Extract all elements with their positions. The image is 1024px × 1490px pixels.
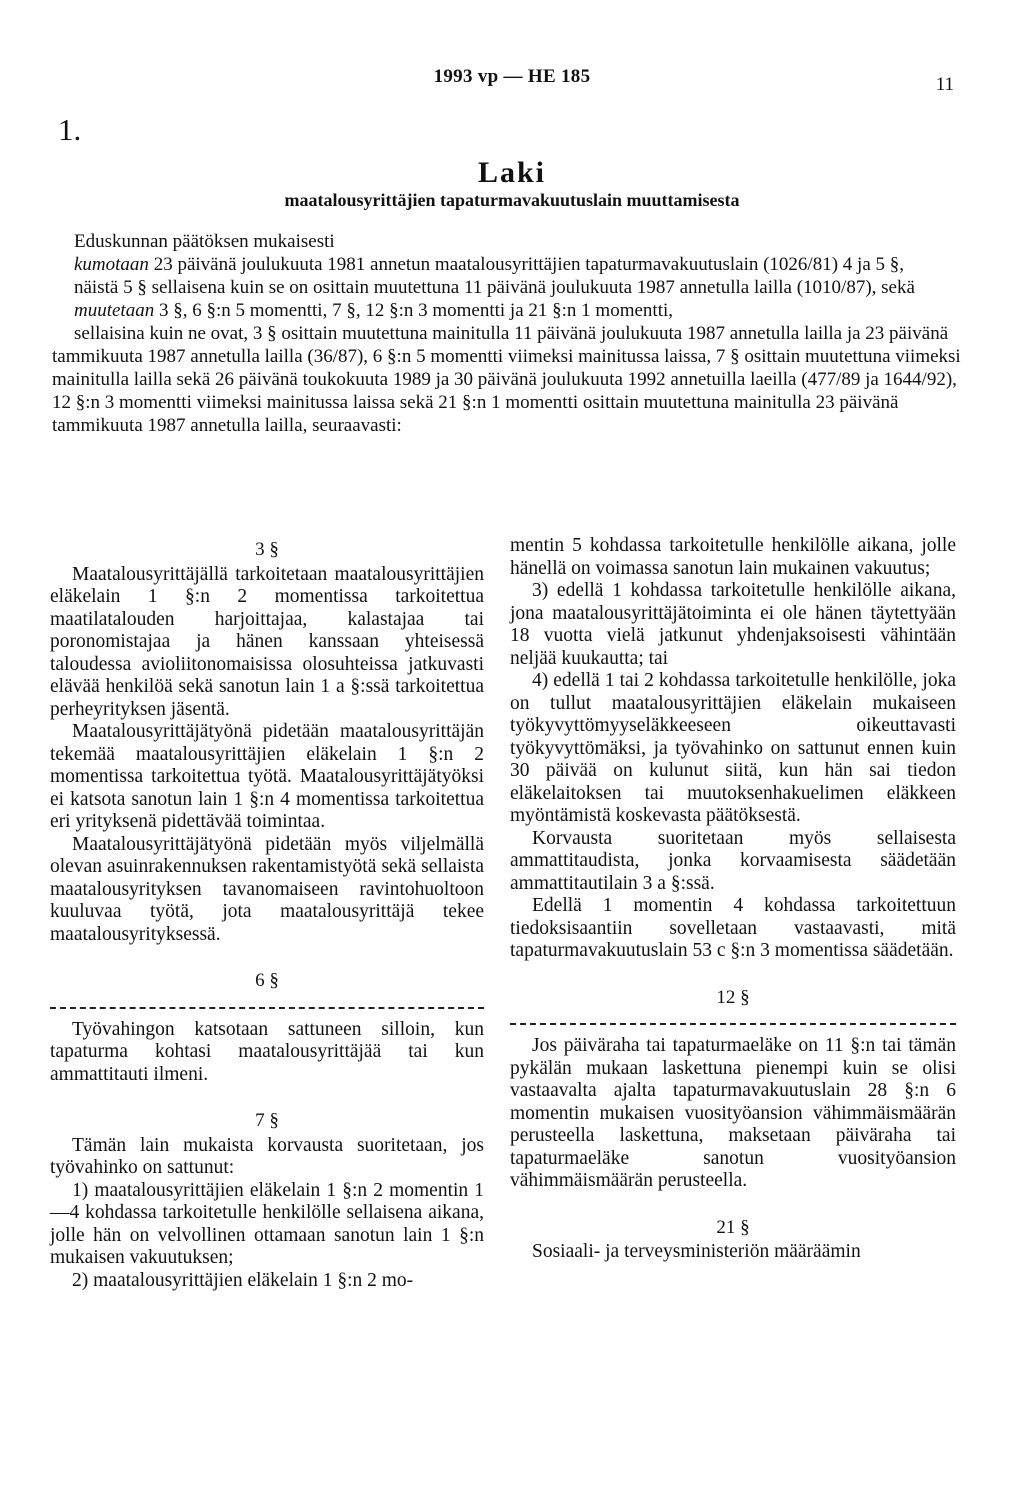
intro-line-5: sellaisina kuin ne ovat, 3 § osittain muutettuna mainitulla 11 päivänä joulukuuta 1987 annetulla lailla ja 23 päivänä tammikuuta 1987 annetulla lailla (36/87), 6 §:n 5 momentti viimeksi mainitussa laissa, 7 § osittain muutettuna viimeksi mainitulla lailla sekä 26 päivänä toukokuuta 1989 ja 30 päivänä joulukuuta 1992 annetuilla laeilla (477/89 ja 1644/92), 12 §:n 3 momentti viimeksi mainitussa laissa sekä 21 §:n 1 momentti osittain muutettuna mainitulla 23 päivänä tammikuuta 1987 annetulla lailla, seuraavasti: [52, 323, 961, 436]
section-7-item-3: 3) edellä 1 kohdassa tarkoitetulle henkilölle aikana, jona maatalousyrittäjätoiminta ei ole hänen täytettyään 18 vuotta vielä jatkunut yhdenjaksoisesti vähintään neljää kuukautta; tai [510, 580, 956, 669]
intro-keyword-muutetaan: muutetaan [74, 300, 155, 321]
intro-line-2-text: 23 päivänä joulukuuta 1981 annetun maatalousyrittäjien tapaturmavakuutuslain (1026/81) 4 ja 5 §, [148, 254, 905, 275]
section-6-paragraph-1: Työvahingon katsotaan sattuneen silloin, kun tapaturma kohtasi maatalousyrittäjää tai kun ammattitauti ilmeni. [50, 1018, 484, 1085]
section-7-item-2: 2) maatalousyrittäjien eläkelain 1 §:n 2 mo- [72, 1269, 414, 1291]
intro-line-4-text: 3 §, 6 §:n 5 momentti, 7 §, 12 §:n 3 momentti ja 21 §:n 1 momentti, [154, 300, 673, 321]
section-7-heading: 7 § [255, 1110, 279, 1131]
intro-line-2 [52, 253, 972, 276]
section-3-paragraph-3: Maatalousyrittäjätyönä pidetään myös viljelmällä olevan asuinrakennuksen rakentamistyötä sekä sellaista maatalousyrityksen tavanomaiseen ravintohuoltoon kuuluvaa työtä, jota maatalousyrittäjä tekee maatalousyrityksessä. [50, 833, 484, 945]
intro-keyword-kumotaan: kumotaan [74, 254, 149, 275]
law-subtitle: maatalousyrittäjien tapaturmavakuutuslain muuttamisesta [284, 190, 740, 210]
section-3-paragraph-2: Maatalousyrittäjätyönä pidetään maatalousyrittäjän tekemää maatalousyrittäjien eläkelain 1 §:n 2 momentissa tarkoitettua työtä. Maatalousyrittäjätyöksi ei katsota sanotun lain 1 §:n 4 momentissa tarkoitettua eri yrityksenä pidettävää toimintaa. [50, 721, 484, 832]
section-3-heading: 3 § [255, 539, 279, 560]
page-header [0, 66, 1024, 96]
omission-dash-line [50, 1007, 484, 1009]
section-3-paragraph-1: Maatalousyrittäjällä tarkoitetaan maatalousyrittäjien eläkelain 1 §:n 2 momentissa tarkoitettua maatilatalouden harjoittajaa, kalastajaa tai poronomistajaa ja hänen kanssaan yhteisessä taloudessa avioliitonomaisissa olosuhteissa jatkuvasti elävää henkilöä sekä sanotun lain 1 a §:ssä tarkoitettua perheyrityksen jäsentä. [50, 563, 484, 720]
section-12-paragraph-3: Jos päiväraha tai tapaturmaeläke on 11 §:n tai tämän pykälän mukaan laskettuna pienempi kuin se olisi vastaavalta ajalta tapaturmavakuutuslain 28 §:n 6 momentin mukaisen vuosityöansion vähimmäismäärän perusteella laskettuna, maksetaan päiväraha tai tapaturmaeläke sanotun vuosityöansion vähimmäismäärän perusteella. [510, 1035, 956, 1191]
section-7-paragraph-3: Edellä 1 momentin 4 kohdassa tarkoitettuun tiedoksisaantiin sovelletaan vastaavasti, mitä tapaturmavakuutuslain 53 c §:n 3 momentissa säädetään. [510, 895, 956, 961]
header-reference: 1993 vp — HE 185 [433, 66, 591, 87]
intro-line-1: Eduskunnan päätöksen mukaisesti [74, 231, 335, 252]
section-7-paragraph-2: Korvausta suoritetaan myös sellaisesta ammattitaudista, jonka korvaamisesta säädetään ammattitautilain 3 a §:ssä. [510, 827, 956, 894]
intro-line-3: näistä 5 § sellaisena kuin se on osittain muutettuna 11 päivänä joulukuuta 1987 annetulla lailla (1010/87), sekä [74, 277, 915, 298]
section-6-heading: 6 § [255, 970, 279, 991]
section-21-paragraph-1: Sosiaali- ja terveysministeriön määräämin [532, 1241, 861, 1262]
law-title: Laki [477, 156, 547, 189]
section-7-paragraph-1: Tämän lain mukaista korvausta suoritetaan, jos työvahinko on sattunut: [50, 1134, 484, 1178]
section-7-item-1: 1) maatalousyrittäjien eläkelain 1 §:n 2 momentin 1—4 kohdassa tarkoitetulle henkilölle sellaisena aikana, jolle hän on velvollinen ottamaan sanotun lain 1 §:n mukaisen vakuutuksen; [50, 1179, 484, 1268]
right-column [510, 535, 956, 1264]
left-column [50, 535, 484, 1292]
section-7-item-4: 4) edellä 1 tai 2 kohdassa tarkoitetulle henkilölle, joka on tullut maatalousyrittäjien eläkelain mukaiseen työkyvyttömyyseläkkeeseen oikeuttavasti työkyvyttömäksi, ja työvahinko on sattunut ennen kuin 30 päivää on kulunut siitä, kun hän sai tiedon eläkelaitoksen tai muutoksenhakuelimen eläkkeen myöntämistä koskevasta päätöksestä. [510, 670, 956, 826]
section-21-heading: 21 § [716, 1216, 750, 1238]
page-number: 11 [935, 74, 954, 95]
intro-block [52, 230, 972, 437]
section-number: 1. [58, 112, 82, 147]
section-7-item-2-continued: mentin 5 kohdassa tarkoitetulle henkilölle aikana, jolle hänellä on voimassa sanotun lain mukainen vakuutus; [510, 535, 956, 579]
intro-line-4 [52, 299, 972, 322]
section-12-heading: 12 § [716, 986, 750, 1008]
omission-dash-line [510, 1023, 956, 1025]
